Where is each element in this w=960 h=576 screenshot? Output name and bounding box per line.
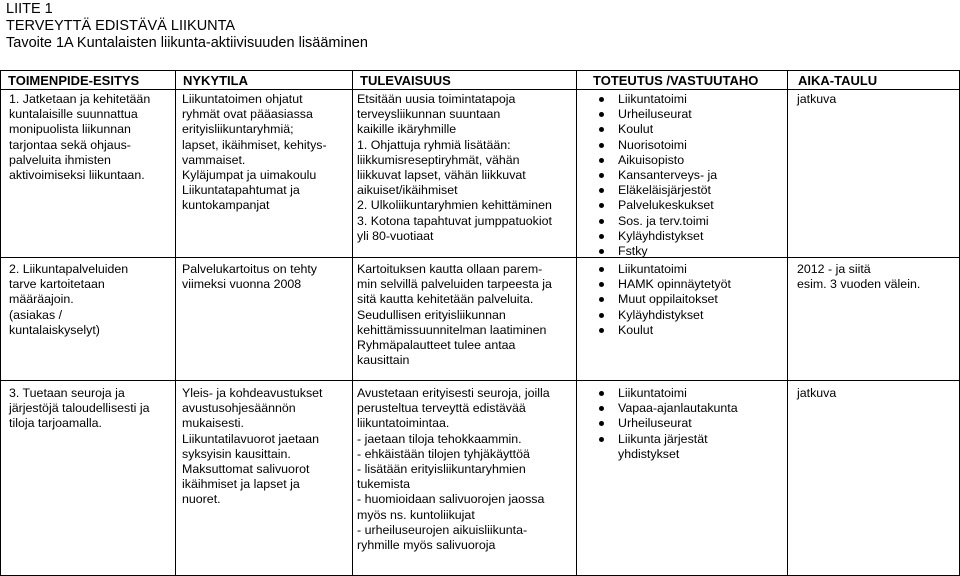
list-item: Sos. ja terv.toimi	[596, 214, 717, 229]
current-state-cell: Yleis- ja kohdeavustukset avustusohjesäännön mukaisesti. Liikuntatilavuorot jaetaan syksyisin kausittain. Maksuttomat salivuorot ikäihmiset ja lapset ja nuoret.	[182, 386, 323, 507]
column-header: TOIMENPIDE-ESITYS	[8, 73, 140, 88]
proposal-cell: 2. Liikuntapalveluiden tarve kartoitetaan määräajoin. (asiakas / kuntalaiskyselyt)	[9, 262, 129, 337]
proposal-cell: 1. Jatketaan ja kehitetään kuntalaisille suunnattua monipuolista liikunnan tarjontaa sekä ohjaus- palveluita ihmisten aktivoimiseksi liikuntaan.	[9, 92, 151, 183]
list-item: Koulut	[596, 122, 717, 137]
list-item: yhdistykset	[618, 446, 680, 461]
timeline-cell: jatkuva	[797, 386, 837, 400]
column-divider	[352, 70, 353, 576]
list-item: Muut oppilaitokset	[596, 292, 731, 307]
column-header: NYKYTILA	[183, 73, 248, 88]
column-header: TULEVAISUUS	[360, 73, 451, 88]
future-cell: Kartoituksen kautta ollaan parem- min selvillä palveluiden tarpeesta ja sitä kautta kehitetään palveluita. Seudullisen erityisliikunnan kehittämissuunnitelman laatiminen Ryhmäpalautteet tulee antaa kausittain	[357, 262, 552, 368]
column-divider	[576, 70, 577, 576]
responsible-list	[596, 262, 731, 338]
list-item: Liikuntatoimi	[596, 386, 738, 401]
proposal-cell: 3. Tuetaan seuroja ja järjestöjä taloudellisesti ja tiloja tarjoamalla.	[9, 386, 150, 431]
table-border-top	[0, 70, 960, 71]
timeline-cell: 2012 - ja siitä esim. 3 vuoden välein.	[797, 262, 921, 292]
header-row-divider	[0, 89, 960, 90]
list-item: Liikuntatoimi	[596, 92, 717, 107]
list-item: Kyläyhdistykset	[596, 308, 731, 323]
list-item: Urheiluseurat	[596, 416, 738, 431]
column-header: TOTEUTUS /VASTUUTAHO	[593, 73, 759, 88]
list-item: Palvelukeskukset	[596, 198, 717, 213]
future-cell: Avustetaan erityisesti seuroja, joilla perusteltua terveyttä edistävää liikuntatoimintaa. - jaetaan tiloja tehokkaammin. - ehkäistään tilojen tyhjäkäyttöä - lisätään erityisliikuntaryhmien tukemista - huomioidaan salivuorojen jaossa myös ns. kuntoliikujat - urheiluseurojen aikuisliikunta- ryhmille myös salivuoroja	[357, 386, 550, 553]
responsible-list	[596, 92, 717, 259]
list-item: Nuorisotoimi	[596, 138, 717, 153]
list-item: HAMK opinnäytetyöt	[596, 277, 731, 292]
row-divider	[0, 380, 960, 381]
column-header: AIKA-TAULU	[798, 73, 878, 88]
current-state-cell: Liikuntatoimen ohjatut ryhmät ovat pääasiassa erityisliikuntaryhmiä; lapset, ikäihmiset, kehitys- vammaiset. Kyläjumpat ja uimakoulu Liikuntatapahtumat ja kuntokampanjat	[182, 92, 327, 213]
current-state-cell: Palvelukartoitus on tehty viimeksi vuonna 2008	[182, 262, 317, 292]
list-item: Urheiluseurat	[596, 107, 717, 122]
column-divider	[175, 70, 176, 576]
row-divider	[0, 257, 960, 258]
list-item: Aikuisopisto	[596, 153, 717, 168]
goal-title: Tavoite 1A Kuntalaisten liikunta-aktiivisuuden lisääminen	[6, 35, 368, 51]
list-item: Vapaa-ajanlautakunta	[596, 401, 738, 416]
list-item: Kyläyhdistykset	[596, 229, 717, 244]
list-item: Eläkeläisjärjestöt	[596, 183, 717, 198]
list-item: Fstky	[596, 244, 717, 259]
list-item: Liikunta järjestät	[596, 432, 738, 447]
list-item: Kansanterveys- ja	[596, 168, 717, 183]
document-header	[6, 1, 368, 52]
responsible-list	[596, 386, 738, 462]
list-item: Liikuntatoimi	[596, 262, 731, 277]
future-cell: Etsitään uusia toimintatapoja terveysliikunnan suuntaan kaikille ikäryhmille 1. Ohjattuja ryhmiä lisätään: liikkumisreseptiryhmät, vähän liikkuvat lapset, vähän liikkuvat aikuiset/ikäihmiset 2. Ulkoliikuntaryhmien kehittäminen 3. Kotona tapahtuvat jumppatuokiot yli 80-vuotiaat	[357, 92, 552, 243]
column-divider	[787, 70, 788, 576]
document-title: TERVEYTTÄ EDISTÄVÄ LIIKUNTA	[6, 18, 236, 34]
action-plan-table	[0, 70, 960, 576]
table-border-left	[0, 70, 1, 576]
list-item: Koulut	[596, 323, 731, 338]
timeline-cell: jatkuva	[797, 92, 837, 106]
appendix-label: LIITE 1	[6, 1, 53, 17]
